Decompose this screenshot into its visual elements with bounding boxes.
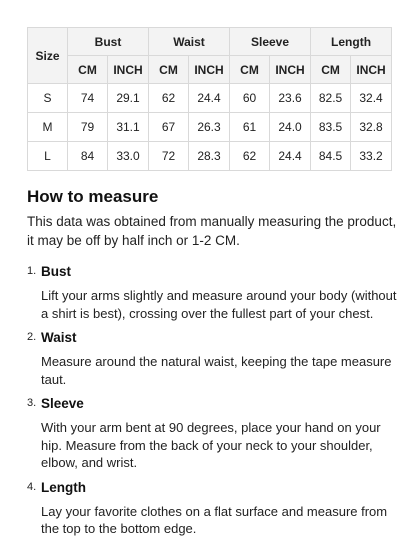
table-cell: 61 [230, 113, 270, 142]
measure-guide [27, 186, 397, 545]
table-cell: 29.1 [108, 84, 149, 113]
unit-header: INCH [189, 56, 230, 84]
size-cell: L [28, 142, 68, 171]
unit-header: CM [68, 56, 108, 84]
list-item [27, 395, 397, 472]
step-description: Lift your arms slightly and measure around your body (without a shirt is best), crossing over the fullest part of your chest. [41, 288, 397, 321]
table-cell: 31.1 [108, 113, 149, 142]
step-title-bust: Bust [41, 264, 71, 279]
guide-heading: How to measure [27, 187, 159, 206]
step-number: 4. [27, 480, 37, 493]
bust-group-header: Bust [68, 28, 149, 56]
table-cell: 84.5 [311, 142, 351, 171]
steps-list [27, 263, 397, 538]
sleeve-group-header: Sleeve [230, 28, 311, 56]
table-row [28, 142, 392, 171]
list-item [27, 329, 397, 388]
table-cell: 62 [230, 142, 270, 171]
table-cell: 26.3 [189, 113, 230, 142]
step-number: 3. [27, 397, 37, 409]
table-cell: 32.4 [351, 84, 392, 113]
step-title-sleeve: Sleeve [41, 396, 84, 411]
guide-intro: This data was obtained from manually measuring the product, it may be off by half inch or 1-2 CM. [27, 214, 397, 248]
table-cell: 84 [68, 142, 108, 171]
size-cell: M [28, 113, 68, 142]
table-cell: 32.8 [351, 113, 392, 142]
step-description: Measure around the natural waist, keeping the tape measure taut. [41, 354, 392, 387]
table-cell: 82.5 [311, 84, 351, 113]
table-cell: 83.5 [311, 113, 351, 142]
table-cell: 23.6 [270, 84, 311, 113]
step-number: 1. [27, 265, 37, 277]
table-cell: 72 [149, 142, 189, 171]
table-cell: 62 [149, 84, 189, 113]
table-row [28, 113, 392, 142]
size-cell: S [28, 84, 68, 113]
size-chart-table [27, 27, 392, 171]
step-title-waist: Waist [41, 330, 77, 345]
table-cell: 67 [149, 113, 189, 142]
list-item [27, 479, 397, 538]
table-cell: 74 [68, 84, 108, 113]
table-cell: 24.0 [270, 113, 311, 142]
unit-header: CM [149, 56, 189, 84]
table-cell: 79 [68, 113, 108, 142]
step-number: 2. [27, 331, 37, 343]
step-description: Lay your favorite clothes on a flat surface and measure from the top to the bottom edge. [41, 503, 388, 536]
table-cell: 33.0 [108, 142, 149, 171]
step-description: With your arm bent at 90 degrees, place your hand on your hip. Measure from the back of your neck to your shoulder, elbow, and wrist. [41, 420, 381, 470]
table-row [28, 84, 392, 113]
list-item [27, 263, 397, 322]
table-cell: 24.4 [270, 142, 311, 171]
table-cell: 28.3 [189, 142, 230, 171]
table-cell: 33.2 [351, 142, 392, 171]
waist-group-header: Waist [149, 28, 230, 56]
unit-header: INCH [270, 56, 311, 84]
length-group-header: Length [311, 28, 392, 56]
table-cell: 24.4 [189, 84, 230, 113]
step-title-length: Length [41, 479, 86, 495]
unit-header: CM [311, 56, 351, 84]
unit-header: INCH [108, 56, 149, 84]
size-column-header: Size [28, 28, 68, 84]
unit-header: INCH [351, 56, 392, 84]
unit-header: CM [230, 56, 270, 84]
table-cell: 60 [230, 84, 270, 113]
